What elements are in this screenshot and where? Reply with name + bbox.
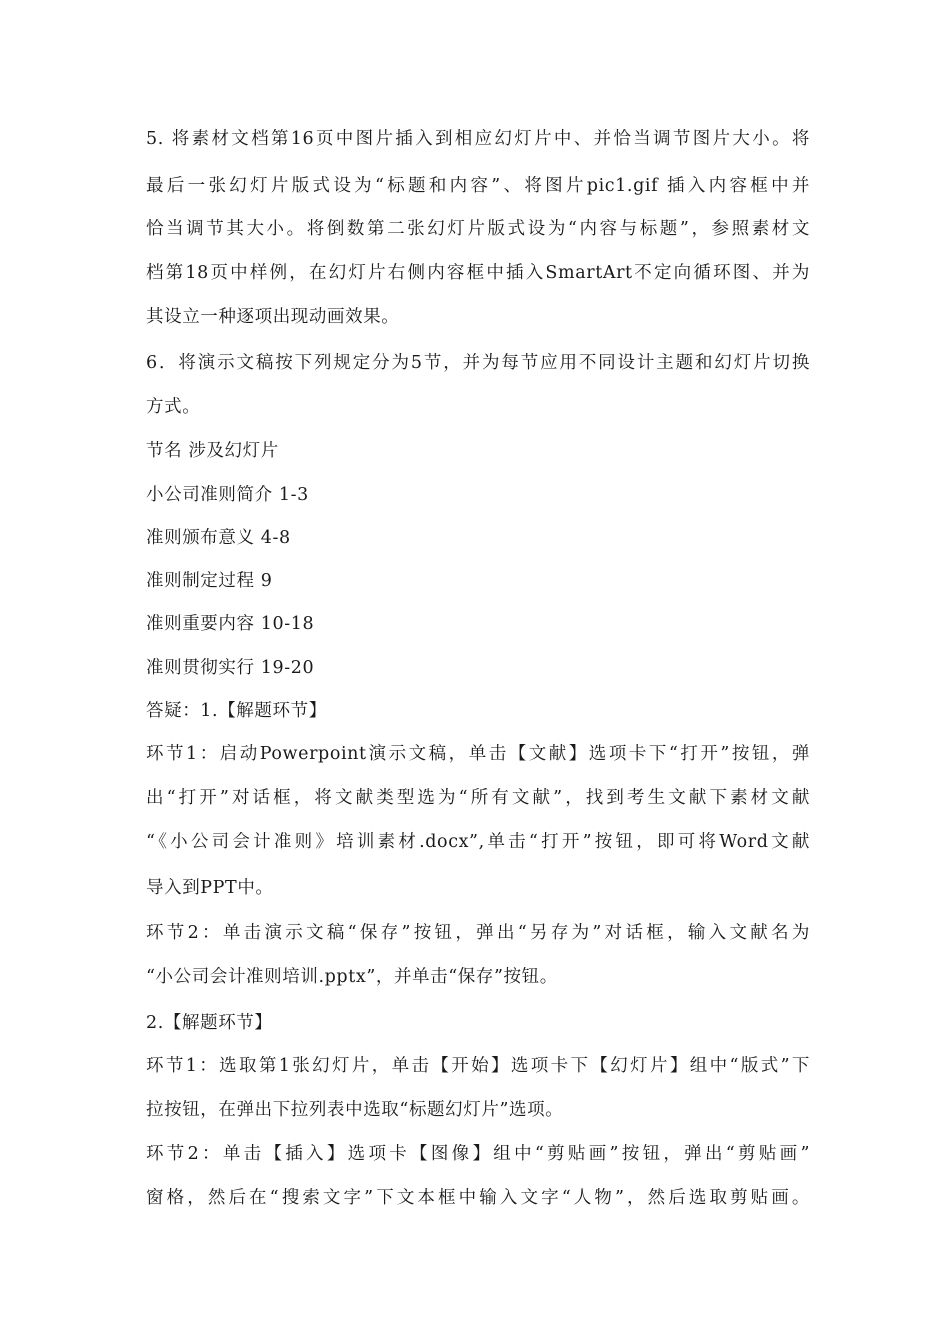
text-line: 窗格，然后在“搜索文字”下文本框中输入文字“人物”，然后选取剪贴画。 bbox=[146, 1188, 810, 1208]
text-line: 节名 涉及幻灯片 bbox=[146, 441, 279, 461]
text-line: 准则制定过程 9 bbox=[146, 571, 273, 591]
text-line: 导入到PPT中。 bbox=[146, 878, 274, 898]
text-line: 环节2：单击演示文稿“保存”按钮，弹出“另存为”对话框，输入文献名为 bbox=[146, 923, 810, 943]
text-line: 小公司准则简介 1-3 bbox=[146, 485, 309, 505]
text-line: 环节2：单击【插入】选项卡【图像】组中“剪贴画”按钮，弹出“剪贴画” bbox=[146, 1144, 810, 1164]
text-line: 5. 将素材文档第16页中图片插入到相应幻灯片中、并恰当调节图片大小。将 bbox=[146, 129, 810, 149]
text-line: 方式。 bbox=[146, 397, 201, 417]
text-line: 环节1：启动Powerpoint演示文稿，单击【文献】选项卡下“打开”按钮，弹 bbox=[146, 744, 810, 764]
text-line: 最后一张幻灯片版式设为“标题和内容”、将图片pic1.gif 插入内容框中并 bbox=[146, 176, 810, 196]
text-line: 准则贯彻实行 19-20 bbox=[146, 658, 315, 678]
text-line: 6．将演示文稿按下列规定分为5节，并为每节应用不同设计主题和幻灯片切换 bbox=[146, 353, 810, 373]
text-line: 拉按钮，在弹出下拉列表中选取“标题幻灯片”选项。 bbox=[146, 1100, 564, 1120]
text-line: 2.【解题环节】 bbox=[146, 1013, 273, 1033]
text-line: 出“打开”对话框，将文献类型选为“所有文献”，找到考生文献下素材文献 bbox=[146, 788, 810, 808]
text-line: 准则颁布意义 4-8 bbox=[146, 528, 291, 548]
text-line: 准则重要内容 10-18 bbox=[146, 614, 315, 634]
text-line: 答疑：1.【解题环节】 bbox=[146, 701, 327, 721]
text-line: “小公司会计准则培训.pptx”，并单击“保存”按钮。 bbox=[146, 967, 558, 987]
text-line: 环节1：选取第1张幻灯片，单击【开始】选项卡下【幻灯片】组中“版式”下 bbox=[146, 1056, 810, 1076]
text-line: 其设立一种逐项出现动画效果。 bbox=[146, 307, 400, 327]
text-line: 恰当调节其大小。将倒数第二张幻灯片版式设为“内容与标题”，参照素材文 bbox=[146, 219, 810, 239]
text-line: 档第18页中样例，在幻灯片右侧内容框中插入SmartArt不定向循环图、并为 bbox=[146, 263, 810, 283]
text-line: “《小公司会计准则》培训素材.docx”,单击“打开”按钮，即可将Word文献 bbox=[146, 832, 810, 852]
